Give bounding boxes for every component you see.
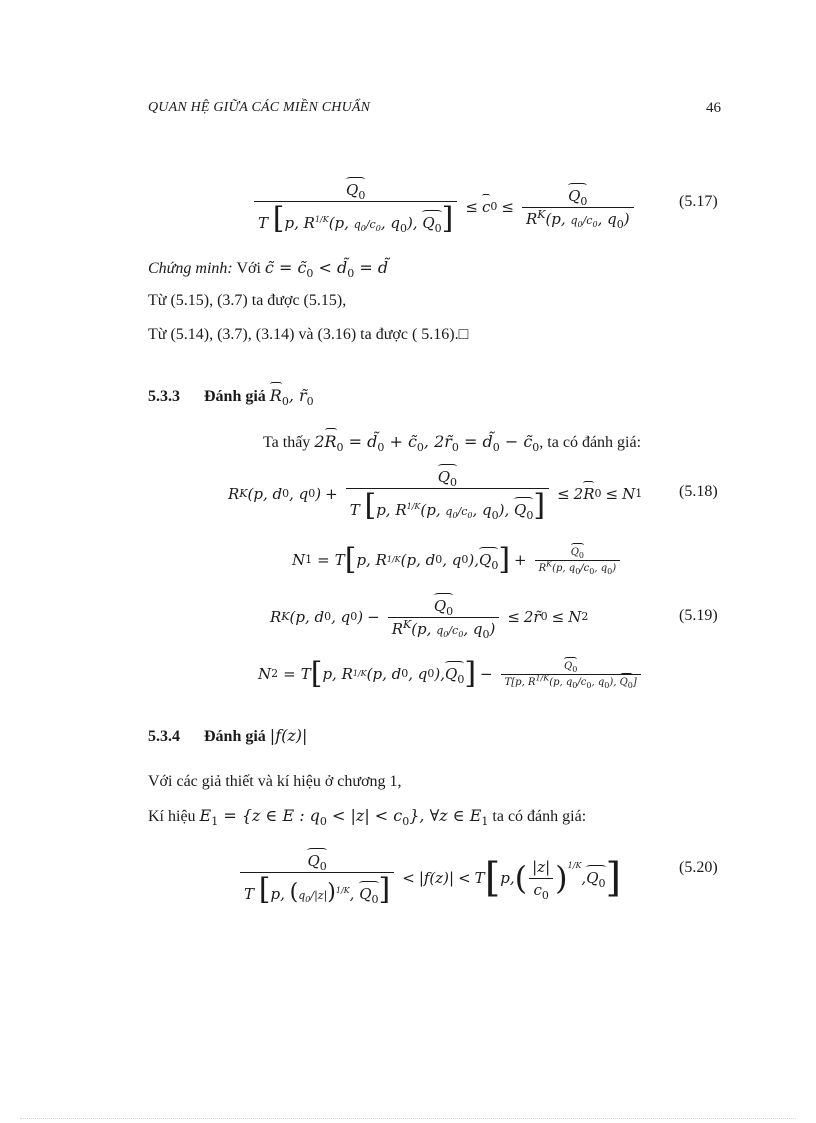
section-title: Đánh giá: [204, 388, 266, 405]
section-number: 5.3.3: [148, 388, 180, 405]
running-header: QUAN HỆ GIỮA CÁC MIỀN CHUẨN: [148, 100, 371, 115]
proof-line-3: Từ (5.14), (3.7), (3.14) và (3.16) ta được ( 5.16).□: [148, 326, 469, 343]
equation-n1: N 1 = T [ p, R 1/K (p, d 0 , q 0 ), $Q_0$ ] + $\frac{Q_0}{R^K(p, q_0/c_0, q_0)}$: [292, 540, 624, 580]
equation-number-5-19: (5.19): [679, 607, 718, 624]
section-5-3-4-line-1: Với các giả thiết và kí hiệu ở chương 1,: [148, 773, 402, 790]
intro-suffix: , ta có đánh giá:: [539, 434, 642, 451]
equation-5-19: R K (p, d 0 , q 0 ) − $\frac{Q_0}{R^K(p, q_0/c_0, q_0)}$ ≤ 2r̃ 0 ≤ N 2: [270, 596, 589, 641]
proof-line-1-prefix: Với: [236, 260, 261, 277]
equation-5-18: R K (p, d 0 , q 0 ) + $\frac{Q_0}{T [p, R^{1/K}(p, q_0/c_0, q_0), Q_0]}$ ≤ 2 R 0 ≤ N 1: [228, 467, 643, 523]
section-title: Đánh giá: [204, 728, 266, 745]
proof-line-2: Từ (5.15), (3.7) ta được (5.15),: [148, 292, 347, 309]
equation-number-5-20: (5.20): [679, 859, 718, 876]
proof-line-1: Chứng minh: Với c̃ = $c̃_0$ < $d̃_0$ = d̃: [148, 258, 389, 281]
section-number: 5.3.4: [148, 728, 180, 745]
line-2-suffix: ta có đánh giá:: [492, 808, 587, 825]
section-heading-5-3-4: 5.3.4 Đánh giá |f(z)|: [148, 726, 308, 745]
page-bottom-divider: [20, 1118, 796, 1119]
equation-5-17: $\frac{Q_0}{T [p, R^{1/K}(p, q_0/c_0, q_0), Q_0]}$ ≤ c 0 ≤ $\frac{Q_0}{R^K(p, q_0/c_0, q_0)}$: [250, 172, 638, 242]
section-5-3-3-intro: Ta thấy $2R_0$ = $d̃_0$ + $c̃_0$, $2r̃_0$ = $d̃_0$ − $c̃_0$, ta có đánh giá:: [263, 432, 642, 455]
equation-number-5-17: (5.17): [679, 193, 718, 210]
section-5-3-4-line-2: Kí hiệu $E_1 = \{z$ ∈ E : $q_0 < |z| < c_0$}, ∀z ∈ $E_1$ ta có đánh giá:: [148, 806, 587, 829]
section-heading-5-3-3: 5.3.3 Đánh giá $R_0$, $r̃_0$: [148, 386, 314, 409]
proof-label: Chứng minh:: [148, 260, 233, 277]
intro-prefix: Ta thấy: [263, 434, 311, 451]
equation-5-20: $\frac{Q_0}{T [p, (q_0/|z|)^{1/K}, Q_0]}$ < |f(z)| < T [ p, ( $\frac{|z|}{c_0}$ ) $^{1/K}$ , $Q_0$ ]: [236, 838, 621, 918]
line-2-prefix: Kí hiệu: [148, 808, 196, 825]
equation-number-5-18: (5.18): [679, 483, 718, 500]
equation-n2: N 2 = T [ p, R 1/K (p, d 0 , q 0 ), $Q_0$ ] − $\frac{Q_0}{T[p, R^{1/K}(p, q_0/c_0, q_0), Q_0]}$: [258, 652, 645, 696]
page-number: 46: [706, 100, 721, 116]
